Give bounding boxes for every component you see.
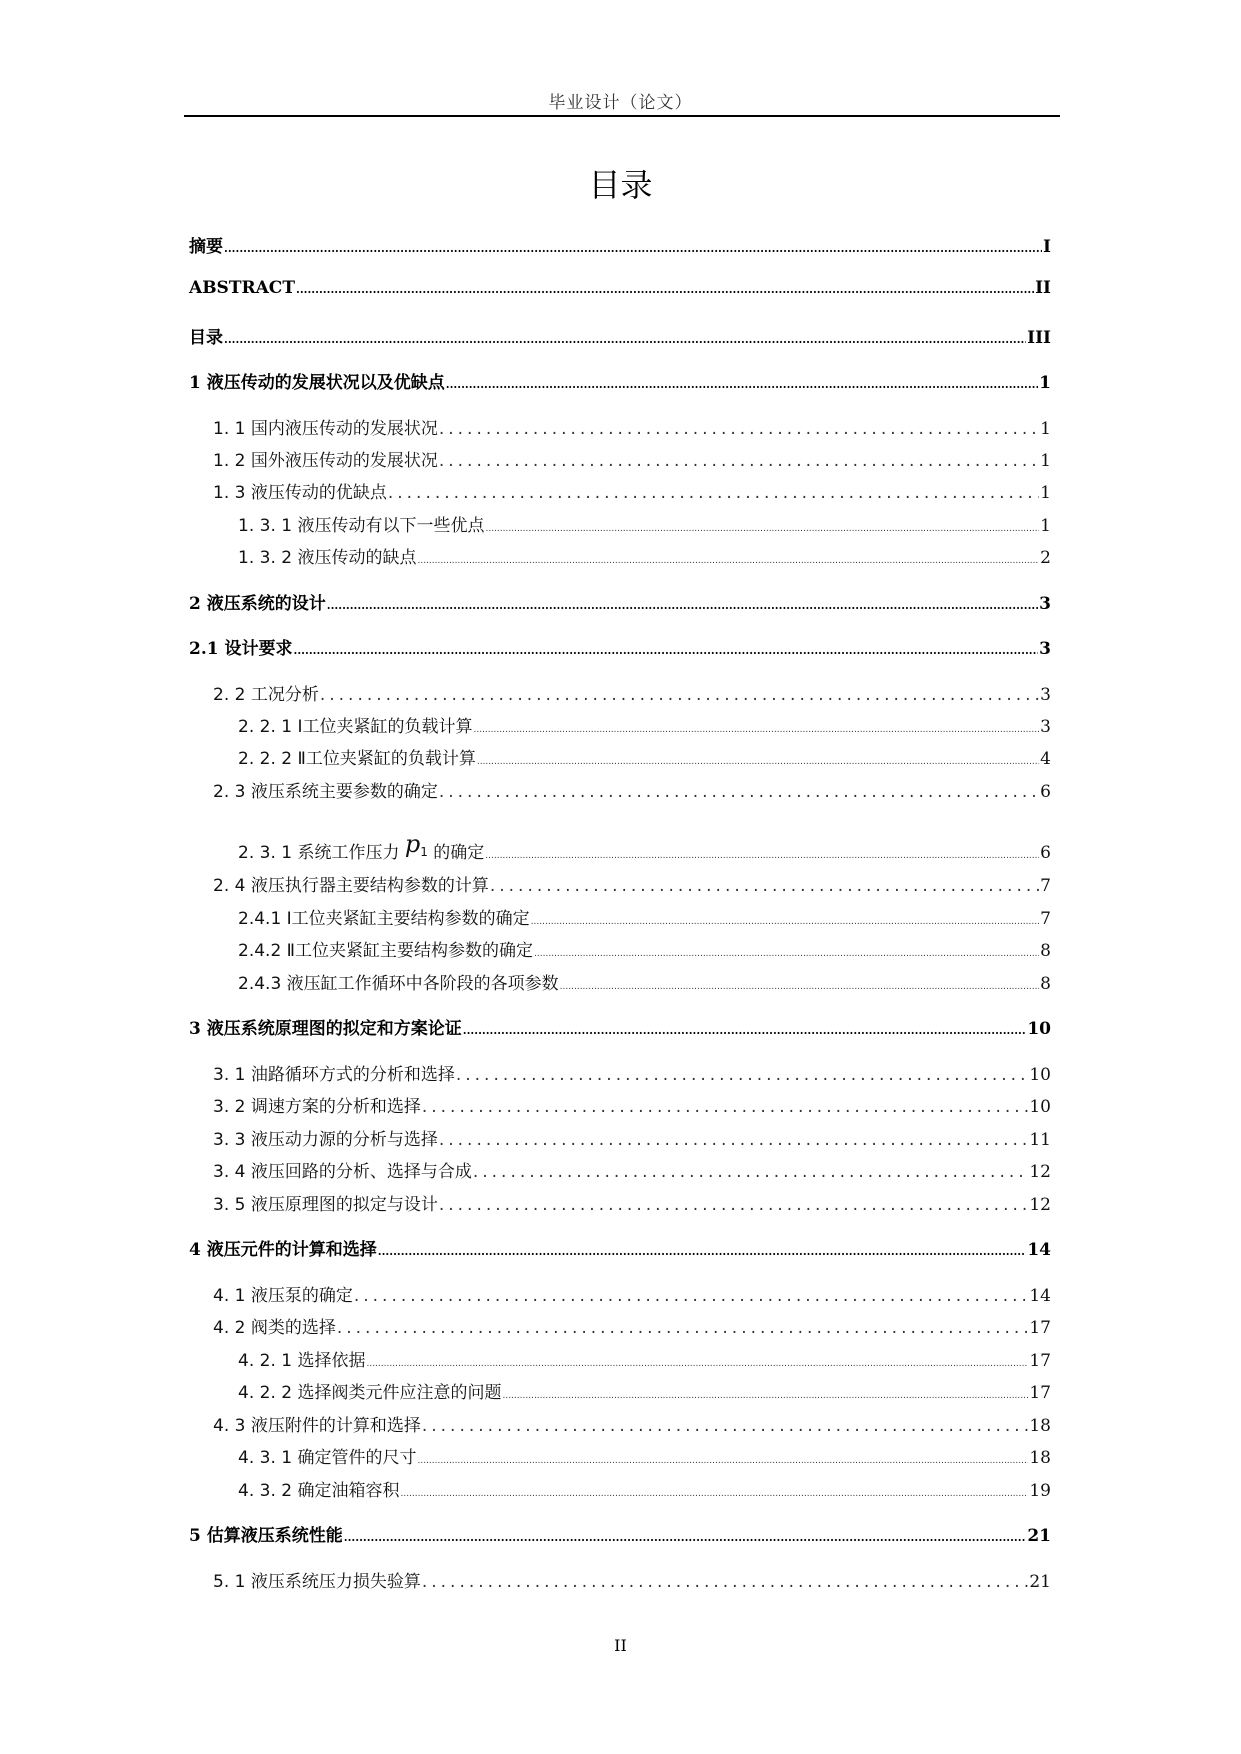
toc-entry-label: 4. 3. 1 确定管件的尺寸 bbox=[238, 1448, 417, 1468]
toc-leader-dots bbox=[439, 451, 1039, 471]
toc-entry-label: 摘要 bbox=[189, 237, 223, 257]
toc-entry-label-pre: 2. 3. 1 系统工作压力 bbox=[238, 843, 405, 863]
toc-leader-dots bbox=[439, 419, 1039, 439]
toc-leader-dots bbox=[463, 1024, 1027, 1037]
toc-entry-page: 12 bbox=[1029, 1162, 1051, 1182]
toc-entry-page: 17 bbox=[1029, 1351, 1051, 1371]
toc-leader-dots bbox=[502, 1391, 1028, 1401]
toc-entry-label: 3 液压系统原理图的拟定和方案论证 bbox=[189, 1019, 462, 1039]
toc-entry-page: 1 bbox=[1040, 483, 1051, 503]
toc-entry-label: 4. 3 液压附件的计算和选择 bbox=[213, 1416, 421, 1436]
toc-entry-label: 1. 3. 1 液压传动有以下一些优点 bbox=[238, 516, 485, 536]
toc-entry-1-3-1[interactable] bbox=[238, 511, 1051, 536]
toc-entry-3-4[interactable] bbox=[213, 1157, 1051, 1182]
toc-leader-dots bbox=[473, 725, 1039, 735]
toc-entry-label: 5 估算液压系统性能 bbox=[189, 1526, 343, 1546]
toc-entry-page: 19 bbox=[1029, 1481, 1051, 1501]
header-rule bbox=[184, 115, 1060, 117]
toc-entry-page: 10 bbox=[1029, 1065, 1051, 1085]
toc-leader-dots bbox=[296, 283, 1034, 296]
toc-leader-dots bbox=[344, 1531, 1027, 1544]
toc-entry-label: 3. 2 调速方案的分析和选择 bbox=[213, 1097, 421, 1117]
toc-entry-page: 10 bbox=[1029, 1097, 1051, 1117]
toc-entry-4-3-2[interactable] bbox=[238, 1476, 1051, 1501]
toc-entry-2-4-3[interactable] bbox=[238, 969, 1051, 994]
toc-entry-4-1[interactable] bbox=[213, 1281, 1051, 1306]
toc-entry-chapter-3[interactable] bbox=[189, 1014, 1051, 1039]
toc-leader-dots bbox=[485, 524, 1039, 534]
toc-entry-page: 10 bbox=[1027, 1019, 1051, 1039]
toc-entry-chapter-2[interactable] bbox=[189, 589, 1051, 614]
toc-entry-2-2-1[interactable] bbox=[238, 712, 1051, 737]
toc-entry-2-3-1[interactable] bbox=[238, 830, 1051, 863]
toc-entry-page: 6 bbox=[1040, 843, 1051, 863]
toc-entry-label: 2.4.2 Ⅱ工位夹紧缸主要结构参数的确定 bbox=[238, 941, 534, 961]
toc-leader-dots bbox=[400, 1489, 1028, 1499]
toc-entry-label: 4 液压元件的计算和选择 bbox=[189, 1240, 377, 1260]
toc-entry-page: 1 bbox=[1040, 451, 1051, 471]
toc-entry-label: 2.4.3 液压缸工作循环中各阶段的各项参数 bbox=[238, 974, 559, 994]
toc-entry-page: 7 bbox=[1040, 876, 1051, 896]
toc-leader-dots bbox=[224, 242, 1042, 255]
toc-entry-page: 11 bbox=[1029, 1130, 1051, 1150]
toc-entry-page: 6 bbox=[1040, 782, 1051, 802]
toc-entry-1-3-2[interactable] bbox=[238, 543, 1051, 568]
toc-entry-label: 5. 1 液压系统压力损失验算 bbox=[213, 1572, 421, 1592]
toc-entry-page: 1 bbox=[1039, 373, 1051, 393]
page-number: II bbox=[614, 1636, 627, 1655]
toc-entry-page: 17 bbox=[1029, 1318, 1051, 1338]
toc-entry-label: 3. 1 油路循环方式的分析和选择 bbox=[213, 1065, 455, 1085]
toc-leader-dots bbox=[560, 982, 1040, 992]
toc-entry-page: 17 bbox=[1029, 1383, 1051, 1403]
toc-entry-page: 1 bbox=[1040, 419, 1051, 439]
toc-entry-label: 3. 4 液压回路的分析、选择与合成 bbox=[213, 1162, 472, 1182]
toc-entry-label: 2. 3 液压系统主要参数的确定 bbox=[213, 782, 438, 802]
toc-entry-5-1[interactable] bbox=[213, 1567, 1051, 1592]
toc-entry-4-2[interactable] bbox=[213, 1313, 1051, 1338]
toc-entry-2-4-1[interactable] bbox=[238, 904, 1051, 929]
toc-leader-dots bbox=[417, 556, 1039, 566]
toc-entry-page: 1 bbox=[1040, 516, 1051, 536]
pressure-symbol: p bbox=[404, 830, 421, 858]
toc-leader-dots bbox=[294, 644, 1039, 657]
toc-entry-abstract-cn[interactable] bbox=[189, 232, 1051, 257]
toc-entry-label bbox=[238, 830, 484, 863]
toc-entry-label: 4. 2 阀类的选择 bbox=[213, 1318, 336, 1338]
toc-entry-3-3[interactable] bbox=[213, 1125, 1051, 1150]
toc-leader-dots bbox=[534, 949, 1039, 959]
toc-entry-label: 1 液压传动的发展状况以及优缺点 bbox=[189, 373, 445, 393]
toc-leader-dots bbox=[485, 851, 1039, 861]
toc-entry-1-2[interactable] bbox=[213, 446, 1051, 471]
toc-entry-page: 3 bbox=[1040, 685, 1051, 705]
toc-entry-page: I bbox=[1043, 237, 1051, 257]
toc-leader-dots bbox=[366, 1359, 1028, 1369]
toc-entry-2-4-2[interactable] bbox=[238, 936, 1051, 961]
toc-entry-page: 21 bbox=[1027, 1526, 1051, 1546]
toc-leader-dots bbox=[422, 1572, 1029, 1592]
toc-leader-dots bbox=[490, 876, 1039, 896]
toc-leader-dots bbox=[473, 1162, 1029, 1182]
toc-entry-2-2[interactable] bbox=[213, 680, 1051, 705]
toc-leader-dots bbox=[388, 483, 1039, 503]
toc-entry-page: 3 bbox=[1039, 594, 1051, 614]
toc-entry-page: 14 bbox=[1029, 1286, 1051, 1306]
toc-entry-label: 2. 4 液压执行器主要结构参数的计算 bbox=[213, 876, 489, 896]
toc-entry-page: 3 bbox=[1040, 717, 1051, 737]
toc-entry-page: 12 bbox=[1029, 1195, 1051, 1215]
toc-entry-page: 7 bbox=[1040, 909, 1051, 929]
toc-leader-dots bbox=[446, 378, 1038, 391]
toc-leader-dots bbox=[337, 1318, 1029, 1338]
toc-entry-label: 4. 1 液压泵的确定 bbox=[213, 1286, 353, 1306]
toc-entry-page: 21 bbox=[1029, 1572, 1051, 1592]
pressure-subscript: 1 bbox=[420, 845, 428, 859]
toc-leader-dots bbox=[378, 1245, 1027, 1258]
toc-entry-label: 2.4.1 Ⅰ工位夹紧缸主要结构参数的确定 bbox=[238, 909, 530, 929]
toc-leader-dots bbox=[327, 599, 1038, 612]
toc-entry-label: 1. 2 国外液压传动的发展状况 bbox=[213, 451, 438, 471]
toc-entry-label: 2 液压系统的设计 bbox=[189, 594, 326, 614]
toc-leader-dots bbox=[439, 782, 1039, 802]
toc-entry-4-3[interactable] bbox=[213, 1411, 1051, 1436]
toc-leader-dots bbox=[456, 1065, 1029, 1085]
toc-entry-3-5[interactable] bbox=[213, 1190, 1051, 1215]
toc-entry-chapter-1[interactable] bbox=[189, 368, 1051, 393]
toc-leader-dots bbox=[224, 333, 1026, 346]
toc-entry-label: 3. 3 液压动力源的分析与选择 bbox=[213, 1130, 438, 1150]
toc-entry-4-2-2[interactable] bbox=[238, 1378, 1051, 1403]
toc-entry-label: 目录 bbox=[189, 328, 223, 348]
toc-entry-2-3[interactable] bbox=[213, 777, 1051, 802]
toc-entry-2-4[interactable] bbox=[213, 871, 1051, 896]
toc-entry-4-2-1[interactable] bbox=[238, 1346, 1051, 1371]
toc-entry-page: 2 bbox=[1040, 548, 1051, 568]
toc-entry-3-2[interactable] bbox=[213, 1092, 1051, 1117]
toc-entry-label: 2. 2. 1 Ⅰ工位夹紧缸的负载计算 bbox=[238, 717, 473, 737]
toc-entry-label: 1. 3. 2 液压传动的缺点 bbox=[238, 548, 417, 568]
toc-entry-1-3[interactable] bbox=[213, 478, 1051, 503]
toc-entry-page: III bbox=[1027, 328, 1051, 348]
toc-entry-label: 2.1 设计要求 bbox=[189, 639, 293, 659]
toc-entry-chapter-5[interactable] bbox=[189, 1521, 1051, 1546]
running-header: 毕业设计（论文） bbox=[548, 93, 693, 113]
toc-entry-3-1[interactable] bbox=[213, 1060, 1051, 1085]
toc-entry-page: II bbox=[1035, 278, 1051, 298]
toc-entry-page: 4 bbox=[1040, 749, 1051, 769]
toc-entry-page: 18 bbox=[1029, 1416, 1051, 1436]
toc-entry-label: 2. 2 工况分析 bbox=[213, 685, 319, 705]
toc-leader-dots bbox=[354, 1286, 1029, 1306]
toc-entry-contents[interactable] bbox=[189, 323, 1051, 348]
toc-leader-dots bbox=[422, 1097, 1029, 1117]
toc-entry-2-2-2[interactable] bbox=[238, 744, 1051, 769]
toc-leader-dots bbox=[477, 757, 1039, 767]
toc-entry-label: 4. 2. 2 选择阀类元件应注意的问题 bbox=[238, 1383, 502, 1403]
toc-leader-dots bbox=[439, 1130, 1029, 1150]
toc-entry-page: 8 bbox=[1040, 974, 1051, 994]
toc-entry-2-1[interactable] bbox=[189, 634, 1051, 659]
toc-leader-dots bbox=[422, 1416, 1029, 1436]
toc-entry-page: 14 bbox=[1027, 1240, 1051, 1260]
toc-entry-label: 2. 2. 2 Ⅱ工位夹紧缸的负载计算 bbox=[238, 749, 476, 769]
toc-entry-1-1[interactable] bbox=[213, 414, 1051, 439]
page-title: 目录 bbox=[588, 166, 653, 204]
toc-entry-label: 3. 5 液压原理图的拟定与设计 bbox=[213, 1195, 438, 1215]
toc-entry-page: 8 bbox=[1040, 941, 1051, 961]
toc-entry-label: 4. 3. 2 确定油箱容积 bbox=[238, 1481, 400, 1501]
toc-leader-dots bbox=[417, 1456, 1028, 1466]
toc-entry-chapter-4[interactable] bbox=[189, 1235, 1051, 1260]
toc-entry-page: 18 bbox=[1029, 1448, 1051, 1468]
toc-entry-abstract-en[interactable] bbox=[189, 278, 1051, 298]
toc-entry-label-post: 的确定 bbox=[427, 843, 485, 863]
toc-entry-label: ABSTRACT bbox=[189, 278, 295, 298]
toc-leader-dots bbox=[439, 1195, 1029, 1215]
toc-entry-label: 1. 3 液压传动的优缺点 bbox=[213, 483, 387, 503]
toc-entry-page: 3 bbox=[1039, 639, 1051, 659]
toc-leader-dots bbox=[320, 685, 1039, 705]
toc-entry-label: 4. 2. 1 选择依据 bbox=[238, 1351, 366, 1371]
toc-entry-4-3-1[interactable] bbox=[238, 1443, 1051, 1468]
toc-leader-dots bbox=[531, 917, 1039, 927]
toc-entry-label: 1. 1 国内液压传动的发展状况 bbox=[213, 419, 438, 439]
